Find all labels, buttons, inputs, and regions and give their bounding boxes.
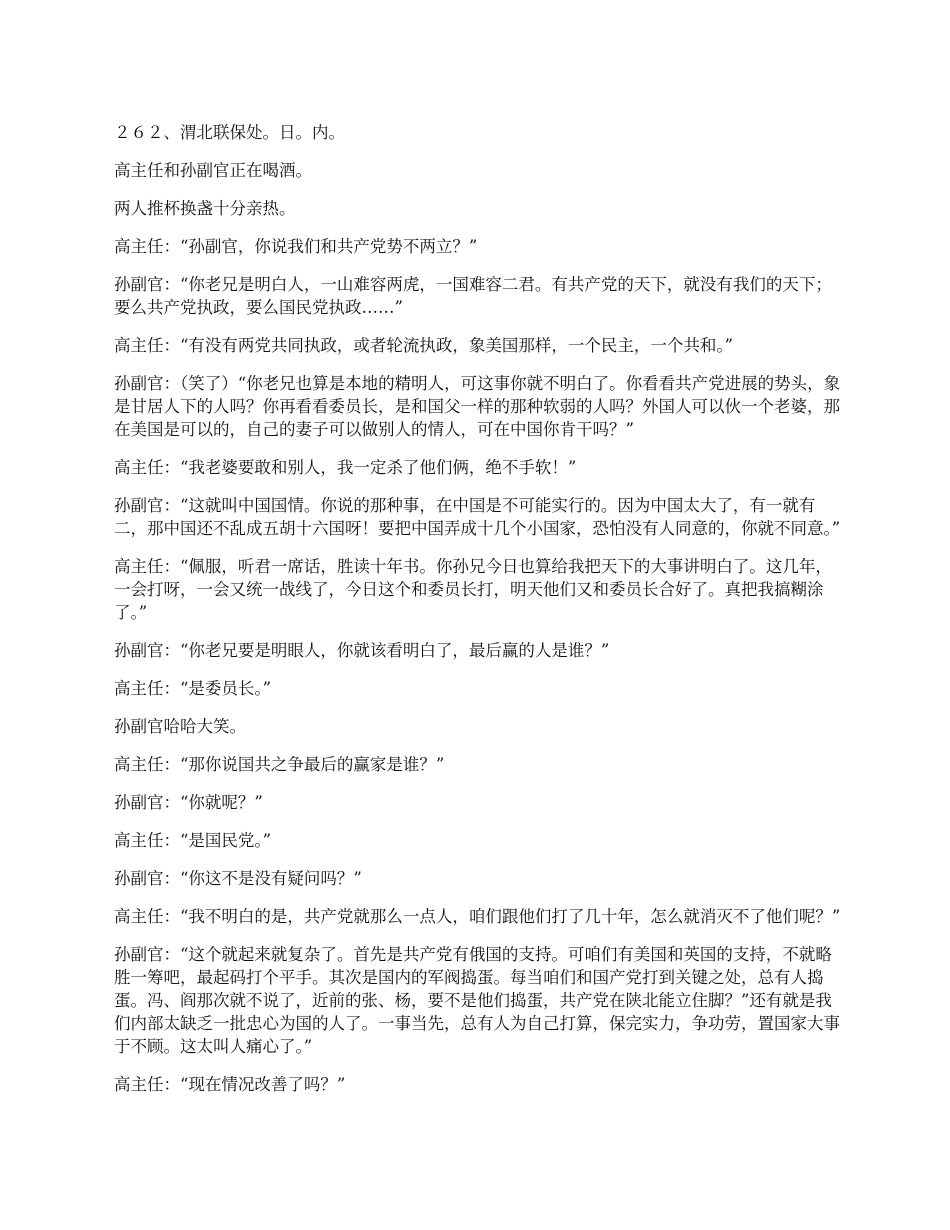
action-line: 孙副官哈哈大笑。 bbox=[114, 717, 246, 736]
dialogue-line: 孙副官：“你这不是没有疑问吗？” bbox=[114, 869, 362, 888]
dialogue-line: 孙副官：“这就叫中国国情。你说的那种事，在中国是不可能实行的。因为中国太大了，有一就有二，那中国还不乱成五胡十六国呀！要把中国弄成十几个小国家，恐怕没有人同意的，你就不同意。” bbox=[114, 496, 841, 538]
scene-heading: ２６２、渭北联保处。日。内。 bbox=[114, 123, 345, 142]
document-page bbox=[114, 121, 842, 1111]
dialogue-line: 高主任：“现在情况改善了吗？” bbox=[114, 1075, 346, 1094]
dialogue-line: 高主任：“那你说国共之争最后的赢家是谁？” bbox=[114, 755, 445, 774]
dialogue-line: 高主任：“是国民党。” bbox=[114, 831, 272, 850]
action-line: 两人推杯换盏十分亲热。 bbox=[114, 199, 296, 218]
dialogue-line: 高主任：“是委员长。” bbox=[114, 679, 272, 698]
dialogue-line: 高主任：“孙副官，你说我们和共产党势不两立？” bbox=[114, 237, 478, 256]
dialogue-line: 孙副官：“这个就起来就复杂了。首先是共产党有俄国的支持。可咱们有美国和英国的支持，不就略胜一筹吧，最起码打个平手。其次是国内的军阀捣蛋。每当咱们和国产党打到关键之处，总有人捣蛋。冯、阎那次就不说了，近前的张、杨，要不是他们捣蛋，共产党在陕北能立住脚？”还有就是我们内部太缺乏一批忠心为国的人了。一事当先，总有人为自己打算，保完实力，争功劳，置国家大事于不顾。这太叫人痛心了。” bbox=[114, 945, 840, 1056]
dialogue-line: 高主任：“有没有两党共同执政，或者轮流执政，象美国那样，一个民主，一个共和。” bbox=[114, 336, 734, 355]
dialogue-line: 孙副官：“你就呢？” bbox=[114, 793, 263, 812]
dialogue-line: 孙副官：“你老兄是明白人，一山难容两虎，一国难容二君。有共产党的天下，就没有我们的天下；要么共产党执政，要么国民党执政……” bbox=[114, 275, 832, 317]
action-line: 高主任和孙副官正在喝酒。 bbox=[114, 161, 312, 180]
dialogue-line: 高主任：“我不明白的是，共产党就那么一点人，咱们跟他们打了几十年，怎么就消灭不了他们呢？” bbox=[114, 907, 841, 926]
dialogue-line: 高主任：“佩服，听君一席话，胜读十年书。你孙兄今日也算给我把天下的大事讲明白了。这几年，一会打呀，一会又统一战线了，今日这个和委员长打，明天他们又和委员长合好了。真把我搞糊涂了。” bbox=[114, 557, 832, 622]
dialogue-line: 孙副官：“你老兄要是明眼人，你就该看明白了，最后赢的人是谁？” bbox=[114, 641, 610, 660]
dialogue-line: 孙副官：（笑了）“你老兄也算是本地的精明人，可这事你就不明白了。你看看共产党进展的势头，象是甘居人下的人吗？你再看看委员长，是和国父一样的那种软弱的人吗？外国人可以伙一个老婆，那在美国是可以的，自己的妻子可以做别人的情人，可在中国你肯干吗？” bbox=[114, 374, 841, 439]
dialogue-line: 高主任：“我老婆要敢和别人，我一定杀了他们俩，绝不手软！” bbox=[114, 458, 577, 477]
